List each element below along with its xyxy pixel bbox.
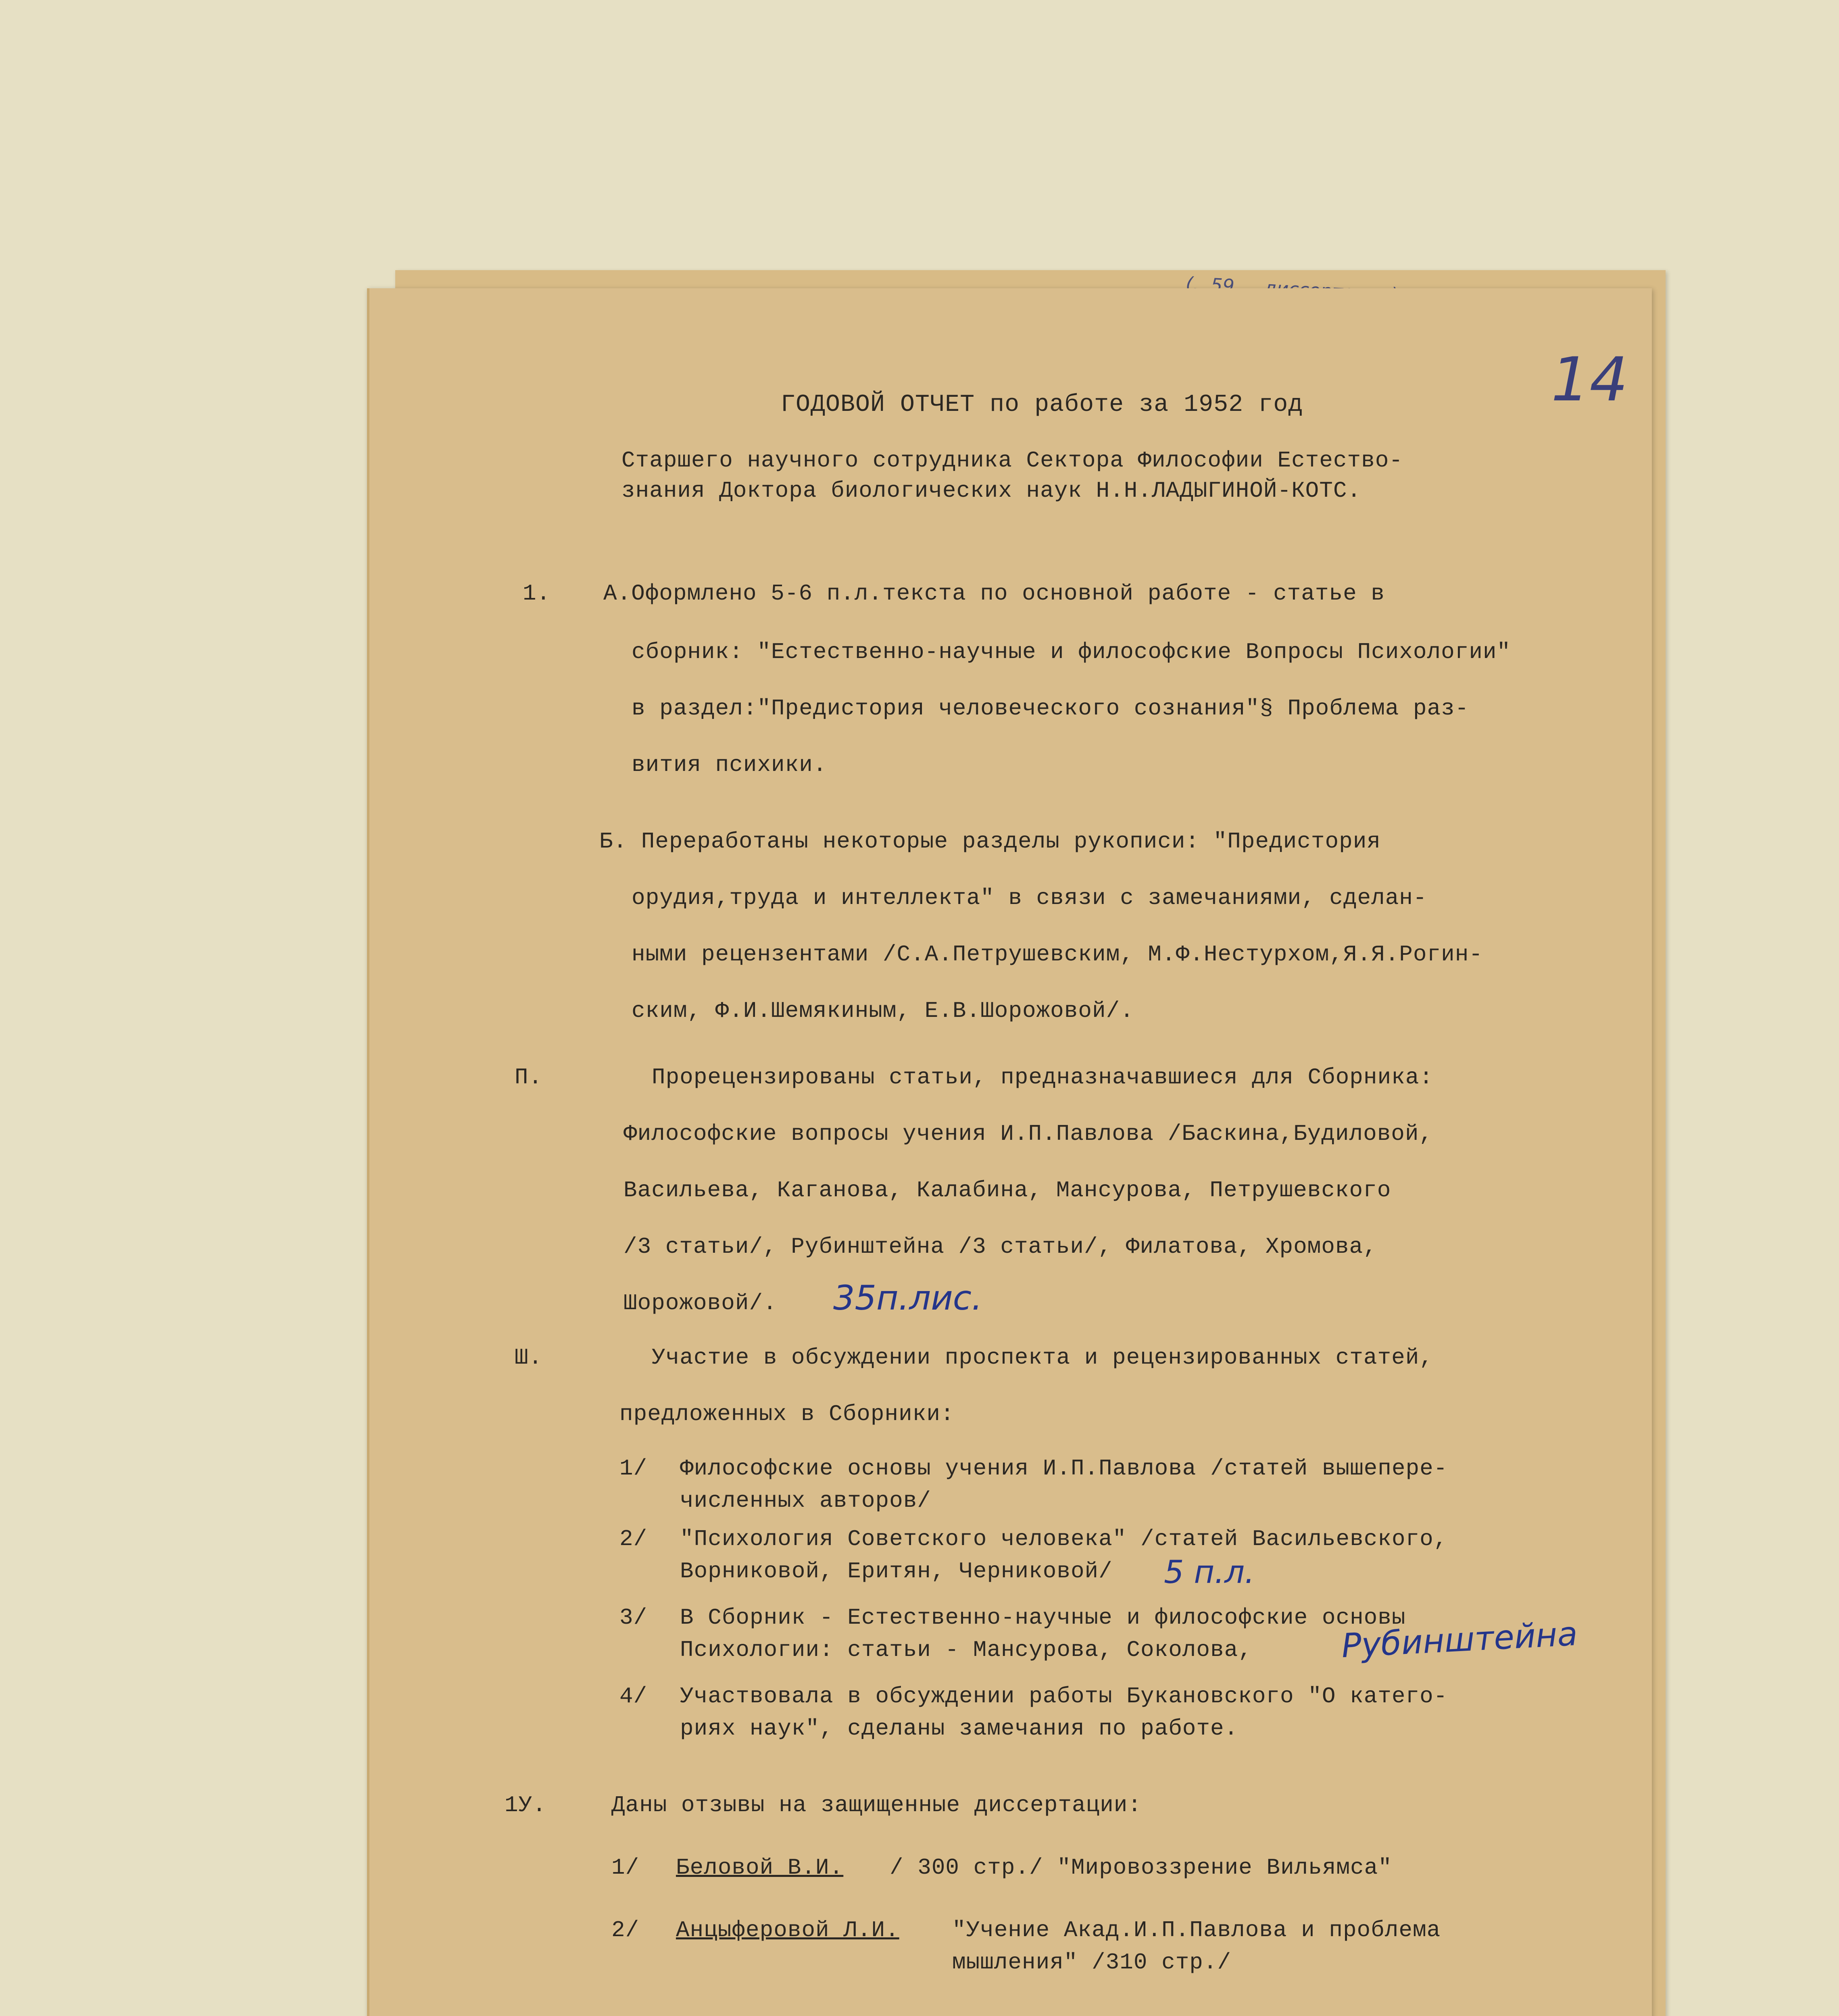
- list-item-number: 1/: [611, 1855, 640, 1881]
- section-2-line: Прорецензированы статьи, предназначавшиеся для Сборника:: [652, 1064, 1433, 1090]
- list-item-number: 4/: [619, 1683, 648, 1709]
- list-item-line: "Психология Советского человека" /статей Васильевского,: [680, 1526, 1448, 1552]
- section-3-line: Участие в обсуждении проспекта и рецензированных статей,: [652, 1345, 1433, 1370]
- document-page: [367, 288, 1652, 2016]
- list-item-number: 2/: [619, 1526, 648, 1552]
- section-1a-line: сборник: "Естественно-научные и философские Вопросы Психологии": [632, 639, 1511, 665]
- list-item-number: 3/: [619, 1605, 648, 1631]
- section-1-number: 1.: [523, 581, 551, 606]
- list-item-line: риях наук", сделаны замечания по работе.: [680, 1716, 1239, 1741]
- handwritten-note: 35п.лис.: [833, 1278, 982, 1318]
- list-item-line: В Сборник - Естественно-научные и философские основы: [680, 1605, 1406, 1631]
- list-item-line: Участвовала в обсуждении работы Букановского "О катего-: [680, 1683, 1448, 1709]
- subtitle-line: Старшего научного сотрудника Сектора Философии Естество-: [621, 448, 1403, 473]
- section-1a-line: в раздел:"Предистория человеческого сознания"§ Проблема раз-: [632, 696, 1469, 721]
- section-1b-line: ским, Ф.И.Шемякиным, Е.В.Шорожовой/.: [632, 998, 1134, 1024]
- dissertation-author: Беловой В.И.: [676, 1855, 844, 1881]
- list-item-line: Ворниковой, Еритян, Черниковой/: [680, 1558, 1113, 1584]
- list-item-number: 2/: [611, 1917, 640, 1943]
- section-2-line: Шорожовой/.: [623, 1290, 777, 1316]
- section-2-number: П.: [515, 1064, 543, 1090]
- handwritten-note: 5 п.л.: [1164, 1554, 1255, 1591]
- page-title: ГОДОВОЙ ОТЧЕТ по работе за 1952 год: [781, 391, 1303, 419]
- section-3-line: предложенных в Сборники:: [619, 1401, 955, 1427]
- section-2-line: Васильева, Каганова, Калабина, Мансурова, Петрушевского: [623, 1177, 1391, 1203]
- section-1b-line: Б. Переработаны некоторые разделы рукописи: "Предистория: [599, 829, 1381, 854]
- handwritten-note: Рубинштейна: [1340, 1614, 1578, 1666]
- dissertation-line: / 300 стр./ "Мировоззрение Вильямса": [890, 1855, 1392, 1881]
- dissertation-line: мышления" /310 стр./: [952, 1949, 1232, 1975]
- section-1a-line: А.Оформлено 5-6 п.л.текста по основной работе - статье в: [603, 581, 1385, 606]
- section-2-line: Философские вопросы учения И.П.Павлова /Баскина,Будиловой,: [623, 1121, 1433, 1147]
- list-item-line: численных авторов/: [680, 1488, 931, 1514]
- section-3-number: Ш.: [515, 1345, 543, 1370]
- section-1b-line: ными рецензентами /С.А.Петрушевским, М.Ф.Нестурхом,Я.Я.Рогин-: [632, 941, 1483, 967]
- list-item-line: Психологии: статьи - Мансурова, Соколова,: [680, 1637, 1252, 1663]
- dissertation-author: Анцыферовой Л.И.: [676, 1917, 899, 1943]
- section-1a-line: вития психики.: [632, 752, 827, 778]
- subtitle-line: знания Доктора биологических наук Н.Н.ЛАДЫГИНОЙ-КОТС.: [621, 478, 1362, 504]
- section-1b-line: орудия,труда и интеллекта" в связи с замечаниями, сделан-: [632, 885, 1427, 911]
- section-4-number: 1У.: [505, 1792, 546, 1818]
- dissertation-line: "Учение Акад.И.П.Павлова и проблема: [952, 1917, 1441, 1943]
- list-item-line: Философские основы учения И.П.Павлова /статей вышепере-: [680, 1456, 1448, 1481]
- page-number: 14: [1551, 345, 1628, 415]
- section-2-line: /3 статьи/, Рубинштейна /3 статьи/, Филатова, Хромова,: [623, 1234, 1377, 1260]
- section-4-intro: Даны отзывы на защищенные диссертации:: [611, 1792, 1142, 1818]
- list-item-number: 1/: [619, 1456, 648, 1481]
